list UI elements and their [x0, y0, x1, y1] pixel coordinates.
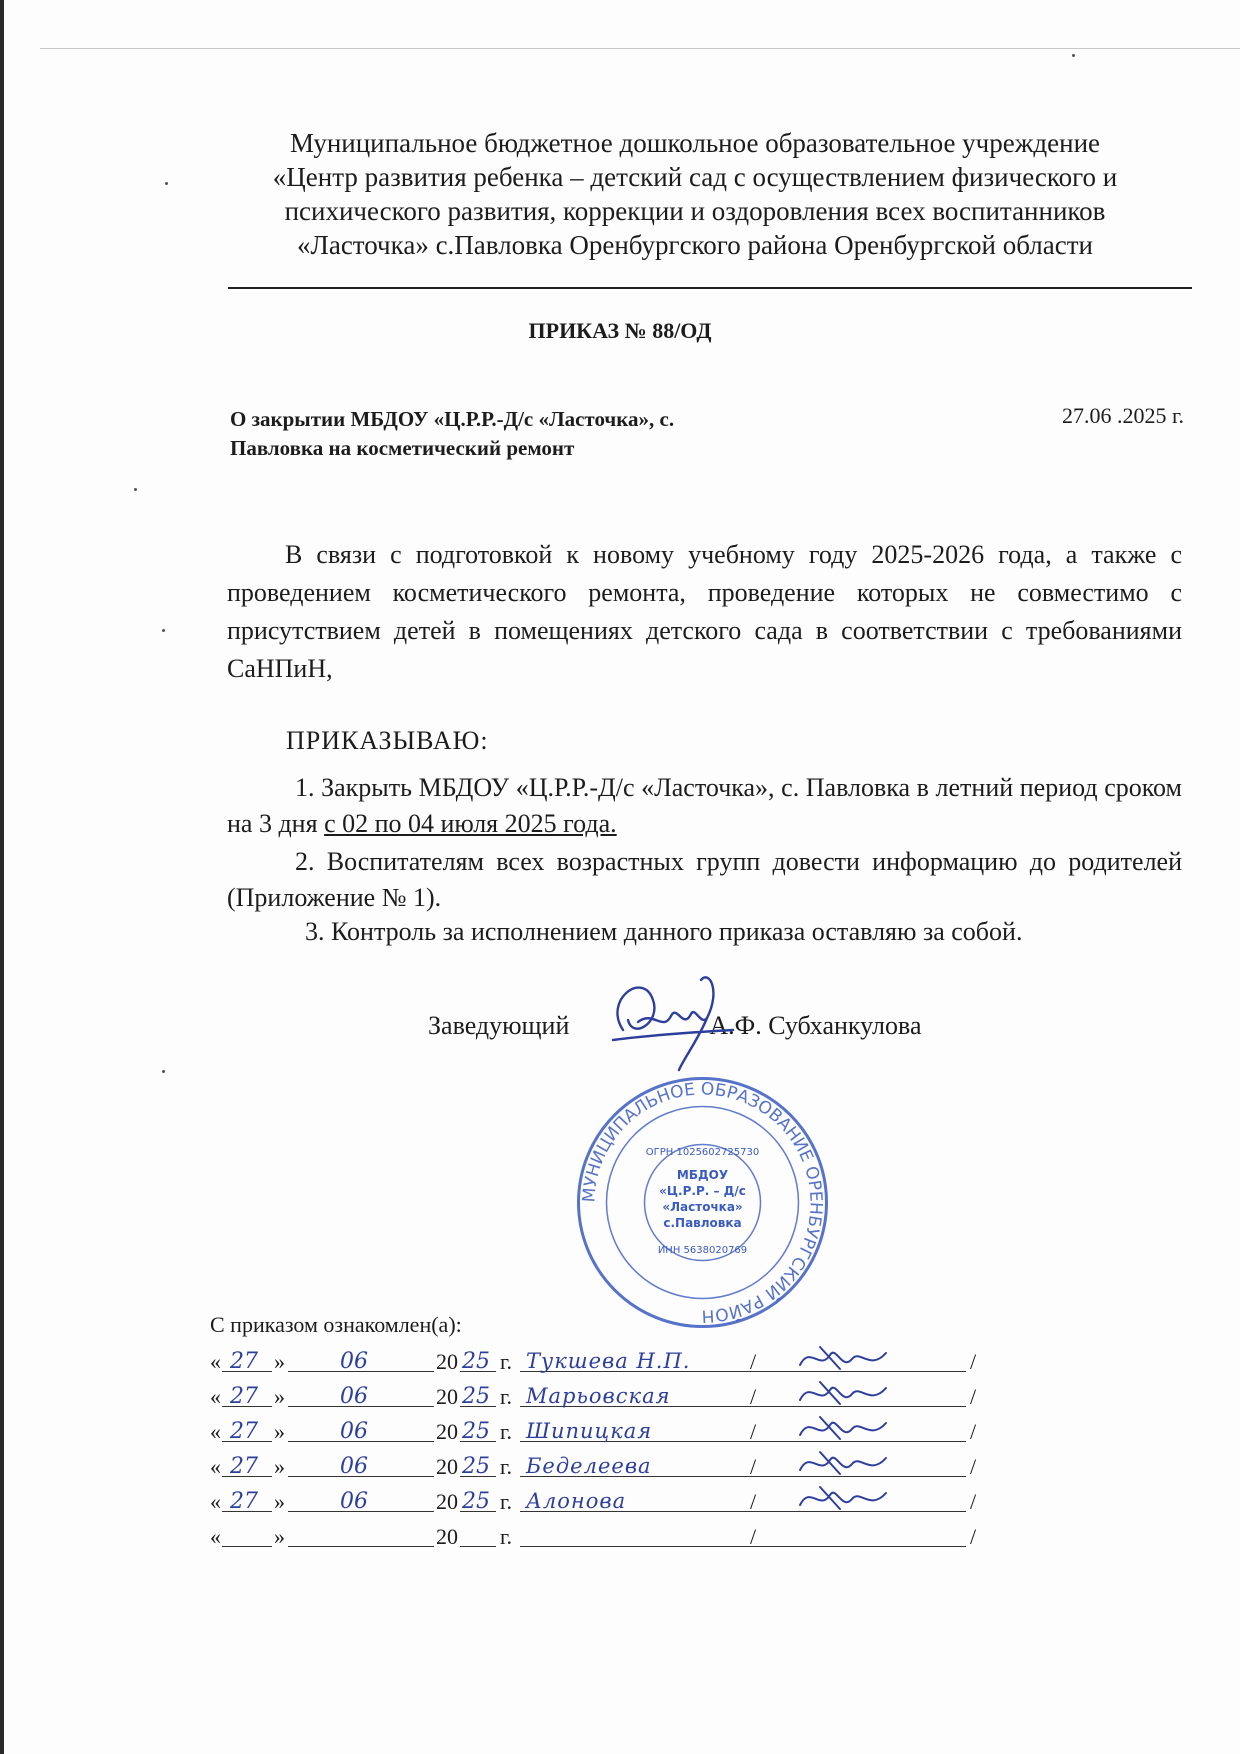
separator-slash: / [750, 1384, 757, 1409]
quote-close: » [274, 1419, 285, 1444]
year-prefix: 20 [436, 1419, 458, 1444]
seal-center-line: с.Павловка [663, 1216, 742, 1230]
order-subject [230, 405, 870, 463]
ack-year: 25 [462, 1384, 490, 1409]
ack-year: 25 [462, 1489, 490, 1514]
scan-top-line [40, 48, 1240, 49]
ack-year: 25 [462, 1419, 490, 1444]
scan-speck [134, 488, 137, 491]
signer-name: А.Ф. Субханкулова [709, 1011, 922, 1040]
quote-open: « [210, 1419, 221, 1444]
order-item-3: 3. Контроль за исполнением данного приказа оставляю за собой. [305, 917, 1023, 946]
quote-close: » [274, 1524, 285, 1549]
seal-ogrn: ОГРН 1025602725730 [645, 1147, 760, 1158]
scan-speck [165, 182, 168, 185]
ack-month: 06 [340, 1419, 368, 1444]
official-seal [575, 1075, 830, 1330]
director-signature [583, 960, 743, 1080]
scan-speck [1072, 54, 1075, 57]
ack-signature [790, 1376, 900, 1410]
item-text: 1. Закрыть МБДОУ «Ц.Р.Р.-Д/с «Ласточка», с. Павловка в летний период сроком на 3 дня [227, 773, 1182, 838]
scan-speck [162, 629, 165, 632]
quote-open: « [210, 1489, 221, 1514]
year-prefix: 20 [436, 1384, 458, 1409]
separator-slash: / [750, 1349, 757, 1374]
year-prefix: 20 [436, 1454, 458, 1479]
ack-day: 27 [230, 1454, 258, 1479]
subject-line: О закрытии МБДОУ «Ц.Р.Р.-Д/с «Ласточка», с. [230, 407, 675, 431]
separator-slash: / [750, 1454, 757, 1479]
ack-signature [790, 1446, 900, 1480]
quote-open: « [210, 1349, 221, 1374]
quote-open: « [210, 1524, 221, 1549]
ack-day: 27 [230, 1349, 258, 1374]
ack-day: 27 [230, 1419, 258, 1444]
scan-edge [0, 0, 4, 1754]
order-item-1 [227, 770, 1182, 842]
header-line: Муниципальное бюджетное дошкольное образовательное учреждение [290, 128, 1100, 158]
intro-paragraph: В связи с подготовкой к новому учебному году 2025-2026 года, а также с проведением косметического ремонта, проведение которых не совместимо с присутствием детей в помещениях детского сада в соответствии с требованиями СаНПиН, [227, 540, 1182, 683]
ack-name: Тукшева Н.П. [526, 1349, 691, 1373]
institution-header [200, 126, 1190, 262]
year-suffix: г. [500, 1489, 513, 1514]
acknowledgement-title: С приказом ознакомлен(а): [210, 1312, 462, 1337]
ack-year: 25 [462, 1454, 490, 1479]
ack-name: Шипицкая [526, 1419, 653, 1443]
year-suffix: г. [500, 1419, 513, 1444]
quote-close: » [274, 1489, 285, 1514]
ack-day: 27 [230, 1489, 258, 1514]
ack-year: 25 [462, 1349, 490, 1374]
ack-signature [790, 1341, 900, 1375]
scan-speck [162, 1070, 165, 1073]
end-slash: / [970, 1349, 977, 1374]
quote-close: » [274, 1454, 285, 1479]
end-slash: / [970, 1489, 977, 1514]
ack-name: Марьовская [526, 1384, 671, 1408]
orders-heading: ПРИКАЗЫВАЮ: [286, 726, 489, 755]
signer-position: Заведующий [428, 1011, 570, 1040]
year-prefix: 20 [436, 1489, 458, 1514]
header-line: «Центр развития ребенка – детский сад с осуществлением физического и [272, 162, 1118, 192]
order-title: ПРИКАЗ № 88/ОД [528, 318, 712, 343]
ack-month: 06 [340, 1349, 368, 1374]
ack-month: 06 [340, 1454, 368, 1479]
year-prefix: 20 [436, 1349, 458, 1374]
quote-open: « [210, 1384, 221, 1409]
end-slash: / [970, 1454, 977, 1479]
subject-line: Павловка на косметический ремонт [230, 436, 575, 460]
ack-month: 06 [340, 1489, 368, 1514]
year-suffix: г. [500, 1384, 513, 1409]
ack-signature [790, 1411, 900, 1445]
year-suffix: г. [500, 1349, 513, 1374]
seal-center-line: «Ласточка» [662, 1200, 743, 1214]
end-slash: / [970, 1419, 977, 1444]
ack-name: Беделеева [526, 1454, 652, 1478]
ack-signature [790, 1481, 900, 1515]
year-prefix: 20 [436, 1524, 458, 1549]
year-suffix: г. [500, 1454, 513, 1479]
seal-center-line: «Ц.Р.Р. – Д/с [659, 1184, 746, 1198]
seal-inn: ИНН 5638020769 [657, 1245, 748, 1256]
seal-center-line: МБДОУ [676, 1168, 729, 1182]
year-suffix: г. [500, 1524, 513, 1549]
end-slash: / [970, 1524, 977, 1549]
ack-name: Алонова [526, 1489, 627, 1513]
order-item-2: 2. Воспитателям всех возрастных групп довести информацию до родителей (Приложение № 1). [227, 847, 1182, 912]
end-slash: / [970, 1384, 977, 1409]
seal-outer-text: МУНИЦИПАЛЬНОЕ ОБРАЗОВАНИЕ ОРЕНБУРГСКИЙ РАЙОН [579, 1079, 826, 1326]
quote-open: « [210, 1454, 221, 1479]
separator-slash: / [750, 1489, 757, 1514]
header-rule [228, 287, 1192, 289]
order-date: 27.06 .2025 г. [1061, 403, 1184, 428]
quote-close: » [274, 1384, 285, 1409]
ack-day: 27 [230, 1384, 258, 1409]
ack-month: 06 [340, 1384, 368, 1409]
separator-slash: / [750, 1524, 757, 1549]
separator-slash: / [750, 1419, 757, 1444]
header-line: психического развития, коррекции и оздоровления всех воспитанников [284, 196, 1106, 226]
quote-close: » [274, 1349, 285, 1374]
item-dates: с 02 по 04 июля 2025 года. [324, 809, 617, 838]
header-line: «Ласточка» с.Павловка Оренбургского района Оренбургской области [297, 230, 1093, 260]
